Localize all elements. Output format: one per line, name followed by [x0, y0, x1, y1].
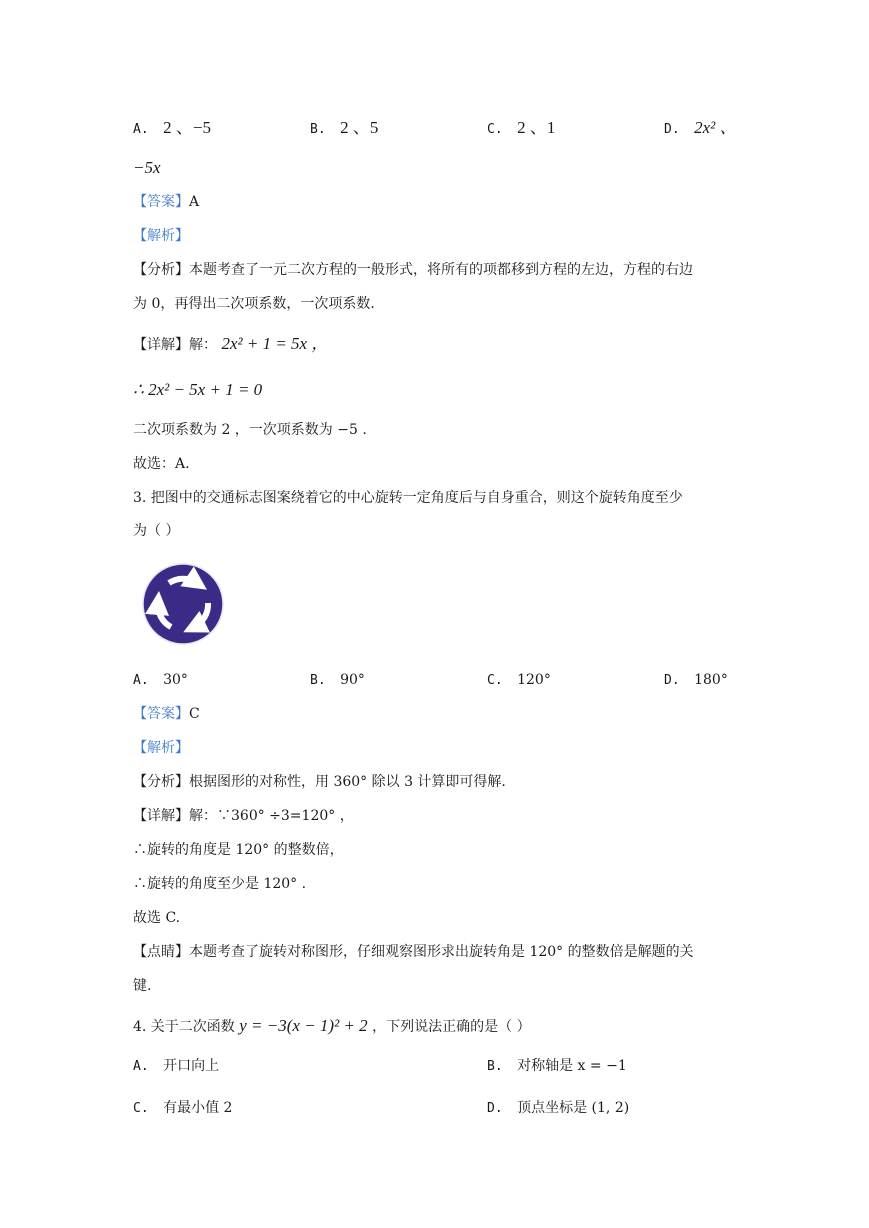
q2-fenxi-line2: 为 0，再得出二次项系数，一次项系数.	[133, 296, 375, 312]
q4-option-a: A. 开口向上	[133, 1058, 220, 1074]
q3-stem-line2: 为（ ）	[133, 523, 180, 539]
q4-option-d: D. 顶点坐标是 (1, 2)	[487, 1100, 630, 1116]
q4-option-c: C. 有最小值 2	[133, 1100, 233, 1116]
q3-option-d: D. 180°	[664, 672, 728, 688]
q2-equation-2: ∴ 2x² − 5x + 1 = 0	[133, 380, 263, 399]
q3-analysis-tag: 【解析】	[133, 740, 189, 756]
q3-fenxi: 【分析】根据图形的对称性，用 360° 除以 3 计算即可得解.	[133, 774, 506, 790]
q2-choose: 故选：A.	[133, 456, 190, 472]
q3-stem-line1: 3. 把图中的交通标志图案绕着它的中心旋转一定角度后与自身重合，则这个旋转角度至少	[133, 490, 683, 506]
q3-answer: 【答案】C	[133, 706, 200, 722]
q2-option-b: B. 2 、5	[310, 118, 379, 137]
roundabout-sign-icon	[133, 560, 233, 646]
q2-option-d: D. 2x² 、	[664, 118, 737, 137]
q3-option-b: B. 90°	[310, 672, 365, 688]
q2-coefficients: 二次项系数为 2 ，一次项系数为 −5 .	[133, 422, 367, 438]
q2-option-c: C. 2 、1	[487, 118, 556, 137]
q2-option-d-continued: −5x	[133, 158, 161, 177]
q3-xiangjie-1: 【详解】解：∵360° ÷3=120° ，	[133, 808, 354, 824]
q3-option-a: A. 30°	[133, 672, 188, 688]
q4-stem: 4. 关于二次函数 y = −3(x − 1)² + 2 ，下列说法正确的是（ ）	[133, 1016, 531, 1035]
q3-xiangjie-3: ∴旋转的角度至少是 120° .	[133, 876, 307, 892]
roundabout-sign-image	[133, 560, 233, 646]
q4-option-b: B. 对称轴是 x = −1	[487, 1058, 627, 1074]
q3-xiangjie-2: ∴旋转的角度是 120° 的整数倍，	[133, 842, 344, 858]
q3-option-c: C. 120°	[487, 672, 551, 688]
q2-answer: 【答案】A	[133, 194, 200, 210]
q2-option-a: A. 2 、−5	[133, 118, 211, 137]
q2-analysis-tag: 【解析】	[133, 228, 189, 244]
q3-dianjing-line2: 键.	[133, 978, 152, 994]
q3-choose: 故选 C.	[133, 910, 181, 926]
q2-xiangjie: 【详解】解： 2x² + 1 = 5x ，	[133, 334, 329, 353]
q2-fenxi-line1: 【分析】本题考查了一元二次方程的一般形式，将所有的项都移到方程的左边，方程的右边	[133, 262, 693, 278]
q3-dianjing-line1: 【点睛】本题考查了旋转对称图形，仔细观察图形求出旋转角是 120° 的整数倍是解题的关	[133, 944, 694, 960]
